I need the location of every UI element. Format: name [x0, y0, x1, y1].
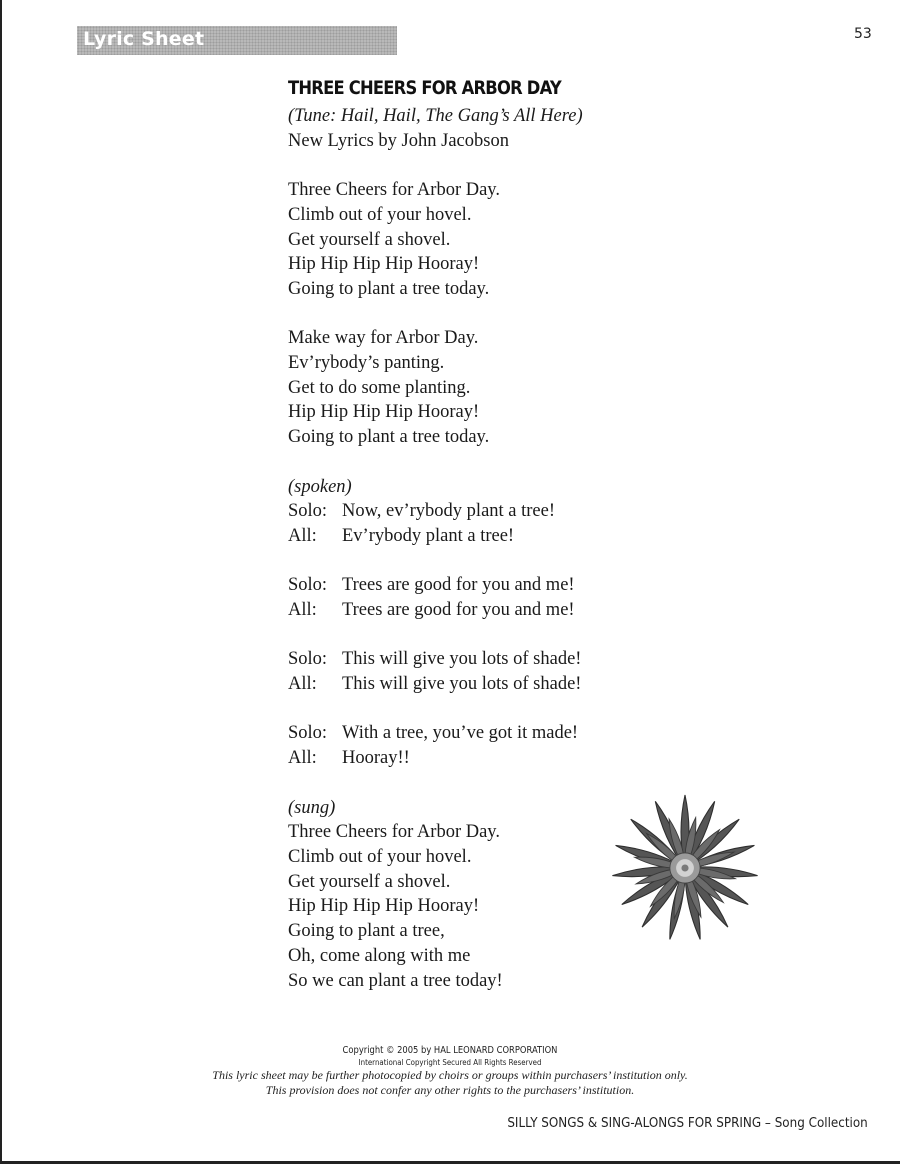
solo-speaker: Solo:	[288, 575, 328, 596]
lyric-line: Hip Hip Hip Hip Hooray!	[288, 254, 480, 275]
lyric-line: Climb out of your hovel.	[288, 204, 472, 225]
solo-speaker: Solo:	[288, 649, 328, 670]
lyric-line: Three Cheers for Arbor Day.	[288, 822, 500, 843]
lyric-line: Oh, come along with me	[288, 945, 471, 966]
verse-2	[288, 326, 748, 450]
all-speaker: All:	[288, 600, 317, 620]
lyric-line: Going to plant a tree,	[288, 921, 445, 942]
solo-speaker: Solo:	[288, 501, 328, 522]
lyric-line: Going to plant a tree today.	[288, 278, 490, 299]
tune-note: (Tune: Hail, Hail, The Gang’s All Here)	[288, 106, 583, 126]
sung-label: (sung)	[288, 797, 336, 818]
lyric-line: Make way for Arbor Day.	[288, 328, 479, 349]
flower-image	[596, 792, 774, 944]
lyric-line: Hip Hip Hip Hip Hooray!	[288, 896, 480, 917]
verse-1	[288, 178, 748, 302]
all-line: This will give you lots of shade!	[342, 674, 582, 695]
spoken-exchange-2	[288, 573, 748, 622]
lyric-line: Climb out of your hovel.	[288, 846, 472, 867]
lyric-line: So we can plant a tree today!	[288, 970, 503, 991]
lyric-line: Three Cheers for Arbor Day.	[288, 180, 500, 201]
spoken-exchange-4	[288, 721, 748, 770]
header-bar	[77, 26, 397, 55]
footer	[0, 1044, 900, 1098]
permission-line-2: This provision does not confer any other rights to the purchasers’ institution.	[265, 1083, 635, 1097]
rights-line: International Copyright Secured All Rights Reserved	[358, 1058, 542, 1067]
spoken-label: (spoken)	[288, 476, 352, 497]
all-speaker: All:	[288, 525, 317, 546]
lyric-line: Going to plant a tree today.	[288, 427, 490, 448]
solo-speaker: Solo:	[288, 723, 328, 744]
solo-line: Trees are good for you and me!	[342, 575, 575, 596]
all-speaker: All:	[288, 748, 317, 769]
all-line: Ev’rybody plant a tree!	[342, 525, 515, 546]
solo-line: Now, ev’rybody plant a tree!	[342, 501, 556, 522]
spoken-exchange-1	[288, 499, 748, 548]
permission-line-1: This lyric sheet may be further photocopied by choirs or groups within purchasers’ institution only.	[212, 1068, 688, 1082]
header-label: Lyric Sheet	[83, 28, 205, 50]
solo-line: This will give you lots of shade!	[342, 649, 582, 670]
solo-line: With a tree, you’ve got it made!	[342, 723, 579, 744]
lyric-line: Hip Hip Hip Hip Hooray!	[288, 402, 480, 423]
lyric-line: Get yourself a shovel.	[288, 871, 451, 892]
lyric-line: Get yourself a shovel.	[288, 229, 451, 250]
page-border-left	[0, 0, 2, 1164]
lyric-line: Get to do some planting.	[288, 377, 471, 398]
copyright-line: Copyright © 2005 by HAL LEONARD CORPORATION	[342, 1045, 558, 1056]
lyric-line: Ev’rybody’s panting.	[288, 353, 445, 373]
song-title: THREE CHEERS FOR ARBOR DAY	[288, 77, 561, 99]
all-line: Trees are good for you and me!	[342, 600, 575, 620]
page-number: 53	[854, 26, 872, 42]
book-title: SILLY SONGS & SING-ALONGS FOR SPRING – Song Collection	[507, 1116, 868, 1131]
spoken-exchange-3	[288, 647, 748, 696]
all-speaker: All:	[288, 674, 317, 695]
all-line: Hooray!!	[342, 748, 410, 769]
lyrics-credit: New Lyrics by John Jacobson	[288, 130, 509, 151]
